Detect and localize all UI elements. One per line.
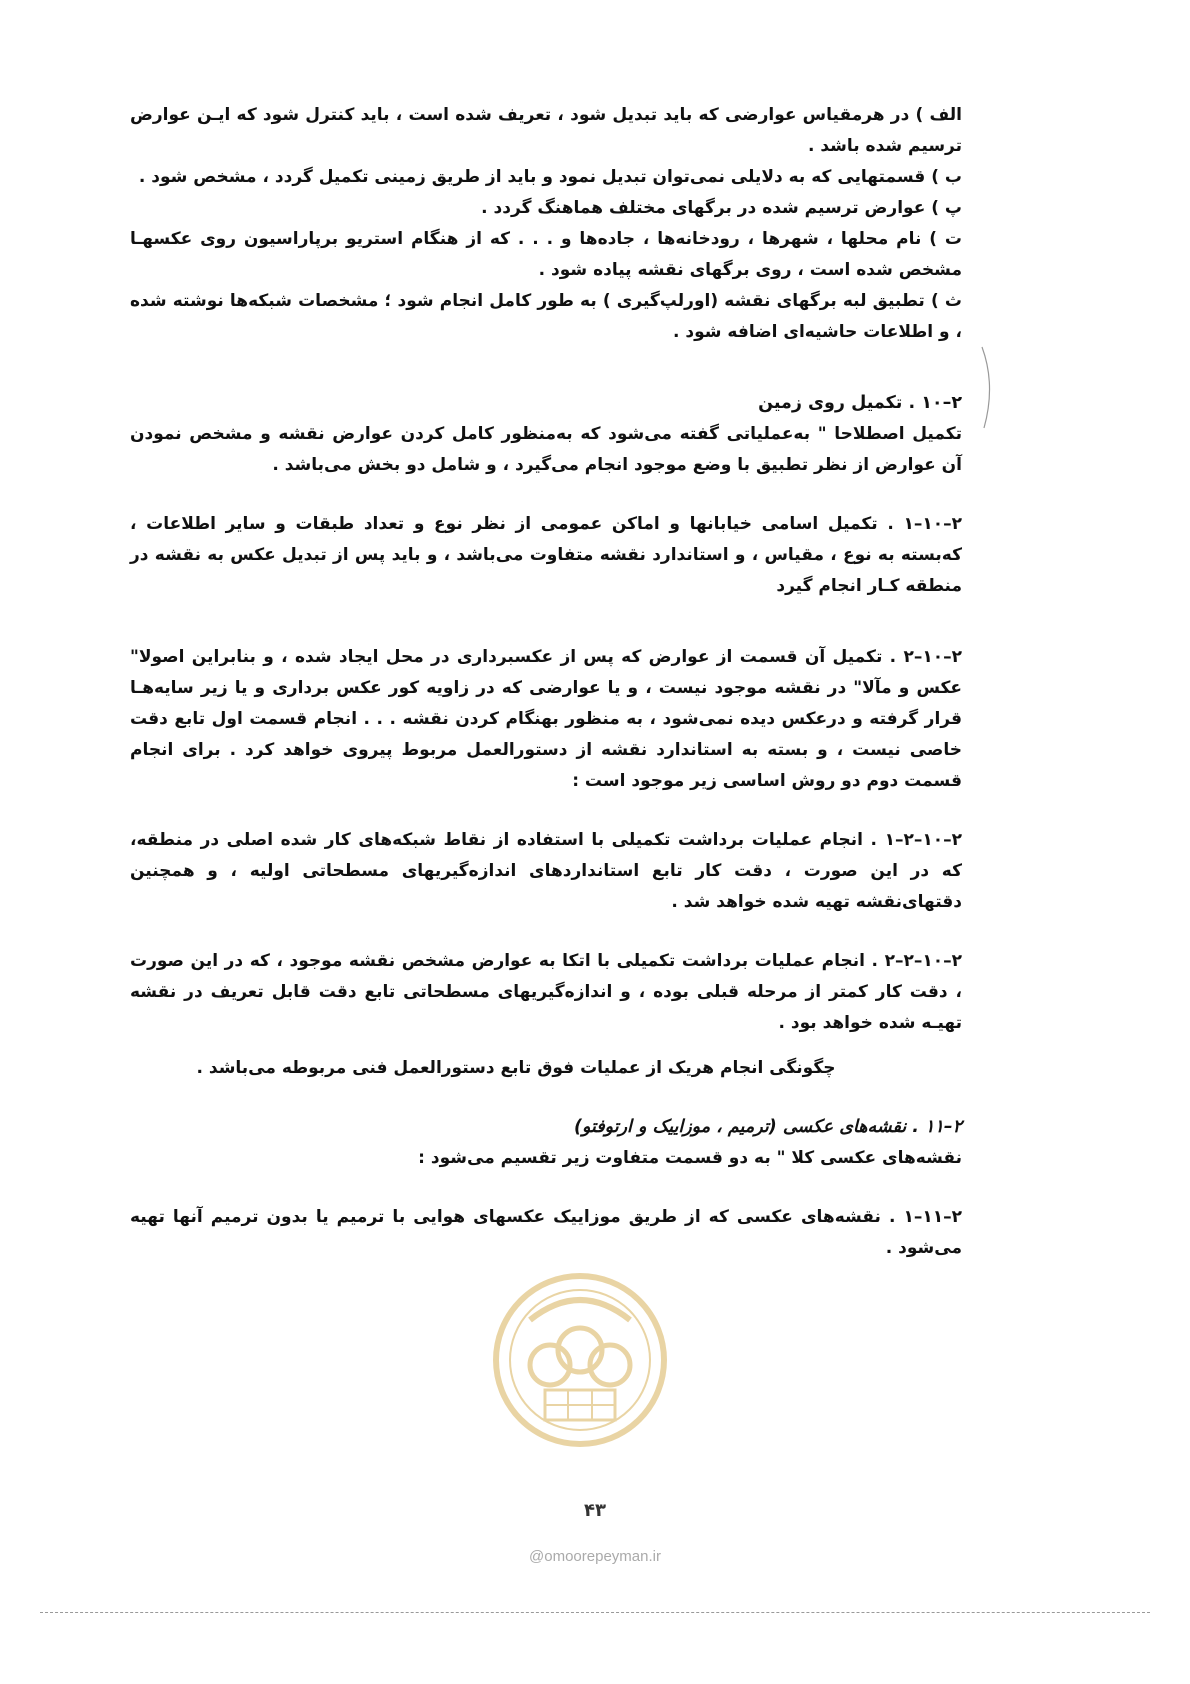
paragraph-alef: الف ) در هرمقیاس عوارضی که باید تبدیل شود ، تعریف شده است ، باید کنترل شود که ایـن عوارض ترسیم شده باشد . <box>130 105 962 156</box>
website-watermark: @omoorepeyman.ir <box>529 1548 661 1565</box>
page-number: ۴۳ <box>584 1500 606 1521</box>
paragraph-2-10-2: ۲–۱۰–۲ . تکمیل آن قسمت از عوارض که پس از عکسبرداری در محل ایجاد شده ، و بنابراین اصولا" عکس و مآلا" در نقشه موجود نیست ، و یا عوارضی که در زاویه کور عکس برداری و یا زیر سایه‌هـا قرار گرفته و درعکس دیده نمی‌شود ، به منظور بهنگام کردن نقشه . . . انجام قسمت اول تابع دقت خاصی نیست ، و بسته به استاندارد نقشه از دستورالعمل مربوط پیروی خواهد کرد . برای انجام قسمت دوم دو روش اساسی زیر موجود است : <box>130 647 962 791</box>
paragraph-2-10-2-2: ۲–۱۰–۲–۲ . انجام عملیات برداشت تکمیلی با اتکا به عوارض مشخص نقشه موجود ، که در این صورت ، دقت کار کمتر از مرحله قبلی بوده ، و اندازه‌گیریهای مسطحاتی تابع دقت قابل تعریف در نقشه تهیـه شده خواهد بود . <box>130 951 962 1033</box>
paragraph-instructions-note: چگونگی انجام هریک از عملیات فوق تابع دستورالعمل فنی مربوطه می‌باشد . <box>196 1058 836 1078</box>
section-heading-2-11: ۲–۱۱ . نقشه‌های عکسی (ترمیم ، موزاییک و ارتوفتو) <box>573 1117 962 1137</box>
paragraph-photo-maps-intro: نقشه‌های عکسی کلا " به دو قسمت متفاوت زیر تقسیم می‌شود : <box>418 1148 962 1168</box>
bottom-rule <box>40 1612 1150 1613</box>
document-body <box>130 100 962 1264</box>
paragraph-be: ب ) قسمتهایی که به دلایلی نمی‌توان تبدیل نمود و باید از طریق زمینی تکمیل گردد ، مشخص شود . <box>138 167 962 187</box>
paragraph-2-10-1: ۲–۱۰–۱ . تکمیل اسامی خیابانها و اماکن عمومی از نظر نوع و تعداد طبقات و سایر اطلاعات ، که‌بسته به نوع ، مقیاس ، و استاندارد نقشه متفاوت می‌باشد ، و باید پس از تبدیل عکس به نقشه در منطقه کـار انجام گیرد <box>130 514 962 596</box>
paragraph-2-10-2-1: ۲–۱۰–۲–۱ . انجام عملیات برداشت تکمیلی با استفاده از نقاط شبکه‌های کار شده اصلی در منطقه، که در این صورت ، دقت کار تابع استانداردهای اندازه‌گیریهای مسطحاتی اولیه ، و همچنین دقتهای‌نقشه تهیه شده خواهد شد . <box>130 830 962 912</box>
paragraph-te: ت ) نام محلها ، شهرها ، رودخانه‌ها ، جاده‌ها و . . . که از هنگام استریو برپاراسیون روی عکسهـا مشخص شده است ، روی برگهای نقشه پیاده شود . <box>130 229 962 280</box>
section-heading-2-10: ۲–۱۰ . تکمیل روی زمین <box>758 393 962 413</box>
watermark-seal-logo <box>490 1270 670 1450</box>
paragraph-completion-def: تکمیل اصطلاحا " به‌عملیاتی گفته می‌شود که به‌منظور کامل کردن عوارض نقشه و مشخص نمودن آن عوارض از نظر تطبیق با وضع موجود انجام می‌گیرد ، و شامل دو بخش می‌باشد . <box>130 424 962 475</box>
paragraph-2-11-1: ۲–۱۱–۱ . نقشه‌های عکسی که از طریق موزاییک عکسهای هوایی با ترمیم یا بدون ترمیم آنها تهیه می‌شود . <box>130 1207 962 1258</box>
margin-bracket-mark <box>980 345 998 430</box>
paragraph-se: ث ) تطبیق لبه برگهای نقشه (اورلپ‌گیری ) به طور کامل انجام شود ؛ مشخصات شبکه‌ها نوشته شده ، و اطلاعات حاشیه‌ای اضافه شود . <box>130 291 962 342</box>
paragraph-pe: پ ) عوارض ترسیم شده در برگهای مختلف هماهنگ گردد . <box>481 198 962 218</box>
